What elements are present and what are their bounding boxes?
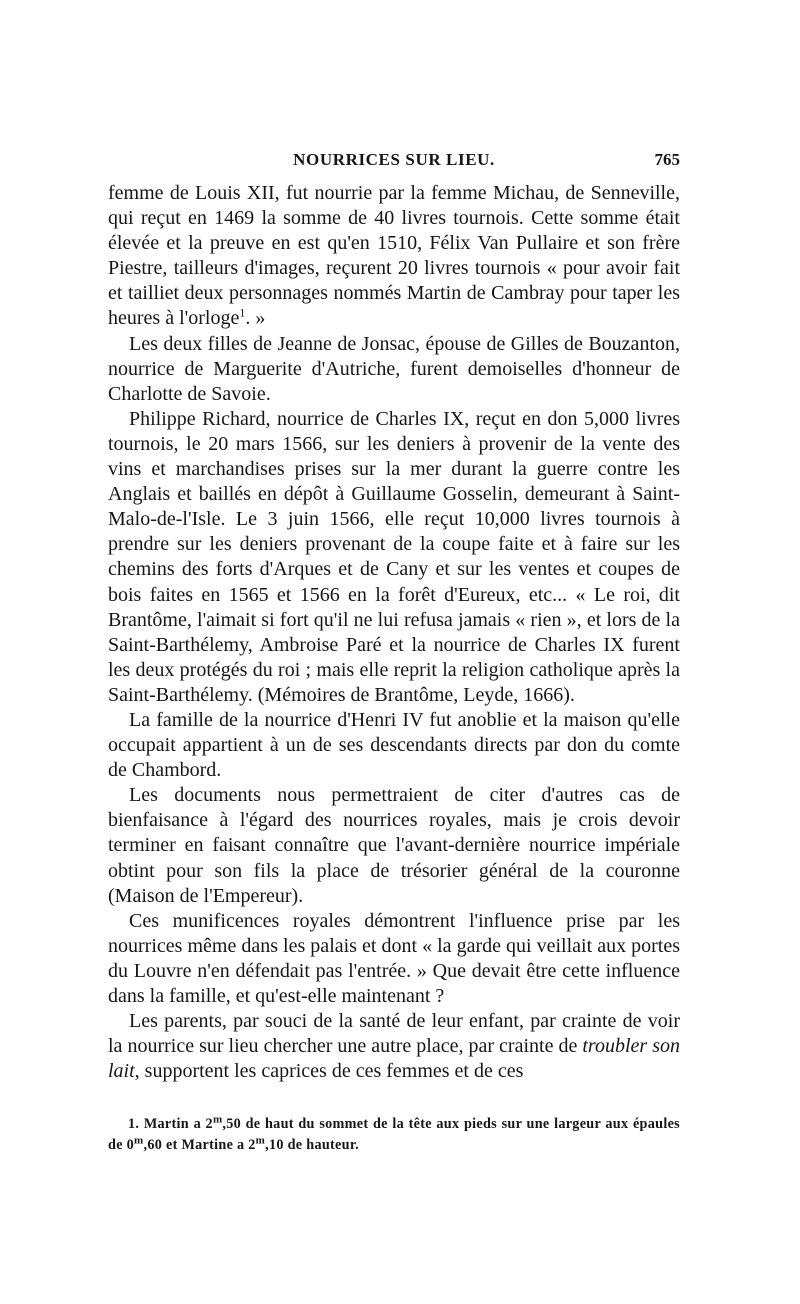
paragraph: Philippe Richard, nourrice de Charles IX, reçut en don 5,000 livres tournois, le 20 mars 1566, sur les deniers à provenir de la vente des vins et marchandises prises sur la mer durant la guerre contre les Anglais et baillés en dépôt à Guillaume Gosselin, demeurant à Saint-Malo-de-l'Isle. Le 3 juin 1566, elle reçut 10,000 livres tournois à prendre sur les deniers provenant de la coupe faite et à faire sur les chemins des forts d'Arques et de Cany et sur les ventes et coupes de bois faites en 1565 et 1566 en la forêt d'Eureux, etc... « Le roi, dit Brantôme, l'aimait si fort qu'il ne lui refusa jamais « rien », et lors de la Saint-Barthélemy, Ambroise Paré et la nourrice de Charles IX furent les deux protégés du roi ; mais elle reprit la religion catholique après la Saint-Barthélemy. (Mémoires de Brantôme, Leyde, 1666). — [108, 407, 680, 706]
italic-phrase: troubler son lait — [108, 1035, 680, 1083]
paragraph-text: femme de Louis XII, fut nourrie par la femme Michau, de Senneville, qui reçut en 1469 la somme de 40 livres tournois. Cette somme était élevée et la preuve en est qu'en 1510, Félix Van Pullaire et son frère Piestre, tailleurs d'images, reçurent 20 livres tournois « pour avoir fait et tailliet deux personnages nommés Martin de Cambray pour taper les heures à l'orloge — [108, 182, 680, 330]
paragraph — [108, 1009, 680, 1084]
footnote — [108, 1114, 680, 1156]
footnote-text: ,50 de haut du sommet de la tête aux pieds sur une largeur aux épaules de 0 — [108, 1116, 680, 1153]
footnotes — [108, 1114, 680, 1156]
running-head: NOURRICES SUR LIEU. — [293, 150, 495, 169]
paragraph-text: Les parents, par souci de la santé de leur enfant, par crainte de voir la nourrice sur lieu chercher une autre place, par crainte de — [108, 1010, 680, 1058]
paragraph-continued — [108, 181, 680, 332]
footnote-text: ,10 de hauteur. — [265, 1137, 359, 1153]
paragraph: Les documents nous permettraient de citer d'autres cas de bienfaisance à l'égard des nourrices royales, mais je crois devoir terminer en faisant connaître que l'avant-dernière nourrice impériale obtint pour son fils la place de trésorier général de la couronne (Maison de l'Empereur). — [108, 784, 680, 907]
footnote-text: ,60 et Martine a 2 — [143, 1137, 256, 1153]
paragraph-text-tail: , supportent les caprices de ces femmes et de ces — [134, 1060, 524, 1083]
unit-superscript: m — [255, 1134, 266, 1147]
paragraph: Ces munificences royales démontrent l'influence prise par les nourrices même dans les palais et dont « la garde qui veillait aux portes du Louvre n'en défendait pas l'entrée. » Que devait être cette influence dans la famille, et qu'est-elle maintenant ? — [108, 909, 680, 1007]
page-header — [108, 150, 680, 178]
body-text — [108, 181, 680, 1084]
paragraph: La famille de la nourrice d'Henri IV fut anoblie et la maison qu'elle occupait appartient à un de ses descendants directs par don du comte de Chambord. — [108, 708, 680, 782]
page-number: 765 — [654, 150, 680, 169]
paragraph-text-tail: . » — [245, 307, 266, 330]
unit-superscript: m — [212, 1113, 223, 1126]
paragraph: Les deux filles de Jeanne de Jonsac, épouse de Gilles de Bouzanton, nourrice de Marguerite d'Autriche, furent demoiselles d'honneur de Charlotte de Savoie. — [108, 332, 680, 405]
footnote-text: Martin a 2 — [143, 1116, 213, 1132]
footnote-number: 1. — [128, 1116, 140, 1132]
footnote-reference: 1 — [239, 305, 246, 320]
unit-superscript: m — [134, 1134, 144, 1147]
